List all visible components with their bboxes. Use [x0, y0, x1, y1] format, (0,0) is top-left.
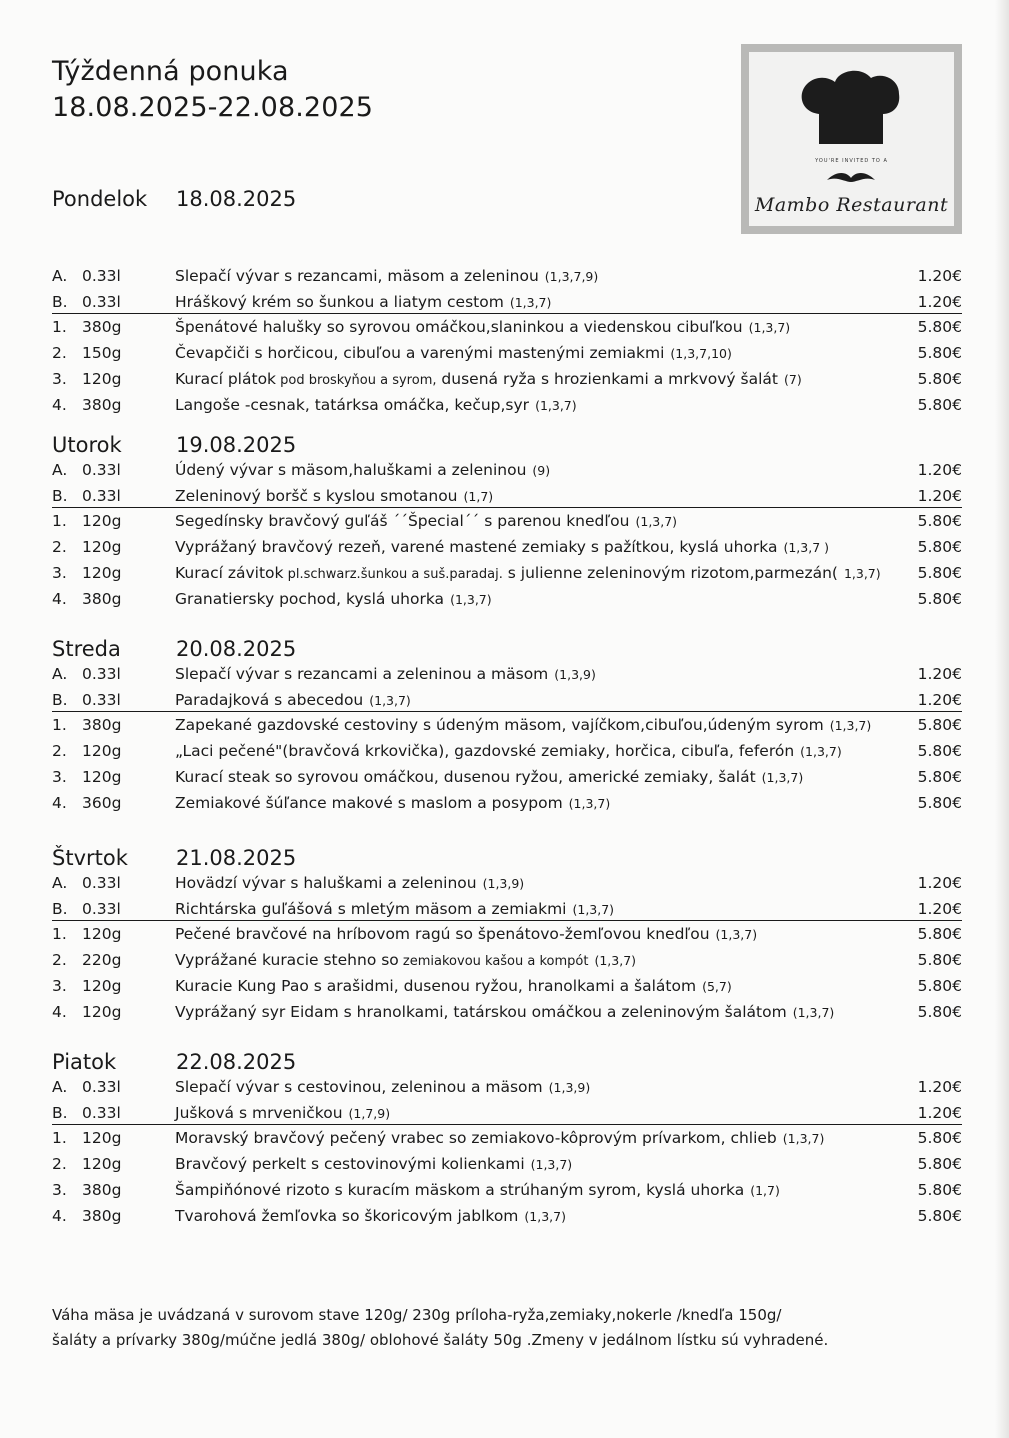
item-code: A. [52, 1078, 68, 1096]
item-quantity: 120g [82, 563, 122, 582]
item-quantity: 0.33l [82, 690, 121, 709]
dish-name: Slepačí vývar s cestovinou, zeleninou a mäsom [175, 1078, 543, 1096]
item-price: 5.80€ [917, 538, 962, 557]
dish-name: Kurací steak so syrovou omáčkou, dusenou ryžou, americké zemiaky, šalát [175, 767, 756, 786]
item-dish [175, 742, 842, 760]
dish-name: Pečené bravčové na hríbovom ragú so špenátovo-žemľovou knedľou [175, 925, 710, 944]
item-dish [175, 564, 881, 582]
menu-item-row [52, 590, 968, 614]
item-code: 3. [52, 767, 67, 786]
item-dish [175, 900, 614, 918]
item-price: 1.20€ [917, 874, 962, 892]
item-allergens: (1,3,7) [594, 953, 637, 969]
dish-name: Vyprážaný syr Eidam s hranolkami, tatárskou omáčkou a zeleninovým šalátom [175, 1002, 787, 1021]
item-price: 1.20€ [917, 1103, 962, 1122]
item-code: 3. [52, 976, 67, 995]
dish-name: Slepačí vývar s rezancami a zeleninou a mäsom [175, 665, 549, 683]
item-code: A. [52, 267, 68, 285]
item-dish [175, 512, 677, 530]
menu-item-row [52, 1207, 968, 1231]
item-code: 3. [52, 369, 67, 388]
item-price: 5.80€ [917, 1129, 962, 1148]
item-allergens: (1,3,7) [761, 769, 804, 785]
dish-name: Hovädzí vývar s haluškami a zeleninou [175, 874, 477, 892]
dish-name: Paradajková s abecedou [175, 690, 364, 709]
item-price: 5.80€ [917, 951, 962, 970]
item-dish [175, 487, 493, 505]
item-dish [175, 318, 790, 336]
dish-name: Kurací závitok [175, 563, 284, 582]
item-price: 1.20€ [917, 486, 962, 505]
item-allergens: (1,3,7) [800, 744, 842, 760]
day-name: Pondelok [52, 187, 148, 211]
item-allergens: (1,3,7) [369, 692, 411, 708]
dish-name: Segedínsky bravčový guľáš ´´Špecial´´ s parenou knedľou [175, 512, 630, 531]
dish-name: Zemiakové šúľance makové s maslom a posypom [175, 793, 563, 812]
item-allergens: (1,7,9) [348, 1105, 391, 1121]
menu-item-row [52, 293, 968, 317]
item-price: 1.20€ [917, 665, 962, 683]
item-dish [175, 951, 636, 969]
item-allergens: (1,3,7) [715, 927, 758, 943]
item-code: A. [52, 461, 68, 479]
item-quantity: 380g [82, 318, 122, 337]
date-range: 18.08.2025-22.08.2025 [52, 92, 374, 123]
item-quantity: 380g [82, 1180, 122, 1199]
item-dish [175, 874, 524, 892]
item-allergens: (1,3,7) [535, 397, 577, 413]
header [52, 54, 373, 126]
day-name: Piatok [52, 1050, 117, 1074]
item-code: 4. [52, 395, 67, 414]
item-dish [175, 370, 802, 388]
item-code: 2. [52, 742, 67, 761]
dish-name: Jušková s mrveničkou [175, 1103, 343, 1122]
item-allergens: 1,3,7) [843, 565, 881, 581]
item-quantity: 0.33l [82, 267, 121, 285]
item-allergens: (1,3,9) [554, 667, 596, 682]
menu-item-row [52, 900, 968, 924]
item-price: 5.80€ [917, 1180, 962, 1199]
item-code: 2. [52, 951, 67, 970]
dish-name: Slepačí vývar s rezancami, mäsom a zeleninou [175, 267, 539, 285]
item-code: 2. [52, 344, 67, 363]
item-price: 5.80€ [917, 395, 962, 414]
dish-name: Šampiňónové rizoto s kuracím mäskom a strúhaným syrom, kyslá uhorka [175, 1180, 745, 1199]
item-dish [175, 1078, 590, 1096]
item-code: 3. [52, 1180, 67, 1199]
item-dish [175, 768, 803, 786]
item-dish [175, 1129, 824, 1147]
day-date: 22.08.2025 [176, 1050, 297, 1074]
menu-item-row [52, 1129, 968, 1153]
menu-item-row [52, 564, 968, 588]
item-price: 1.20€ [917, 292, 962, 311]
item-dish [175, 1155, 572, 1173]
restaurant-logo [741, 44, 962, 234]
menu-item-row [52, 951, 968, 975]
item-code: 1. [52, 318, 67, 337]
item-price: 5.80€ [917, 1002, 962, 1021]
item-allergens: (5,7) [702, 978, 732, 994]
item-code: 4. [52, 589, 67, 608]
item-quantity: 380g [82, 395, 122, 414]
item-allergens: (1,3,7) [530, 1157, 573, 1173]
item-price: 5.80€ [917, 925, 962, 944]
item-price: 5.80€ [917, 716, 962, 735]
menu-item-row [52, 742, 968, 766]
item-price: 1.20€ [917, 461, 962, 479]
item-code: A. [52, 874, 68, 892]
item-price: 5.80€ [917, 369, 962, 388]
item-dish [175, 267, 598, 285]
item-price: 1.20€ [917, 267, 962, 285]
item-quantity: 120g [82, 512, 122, 531]
item-allergens: (1,3,7 ) [783, 540, 830, 556]
menu-item-row [52, 874, 968, 898]
menu-item-row [52, 512, 968, 536]
item-price: 5.80€ [917, 512, 962, 531]
item-dish [175, 1104, 390, 1122]
item-quantity: 220g [82, 951, 122, 970]
item-dish [175, 665, 596, 683]
item-price: 5.80€ [917, 976, 962, 995]
item-dish [175, 794, 610, 812]
menu-item-row [52, 925, 968, 949]
item-price: 5.80€ [917, 767, 962, 786]
item-price: 5.80€ [917, 589, 962, 608]
item-dish [175, 691, 411, 709]
day-name: Štvrtok [52, 846, 128, 870]
item-code: 1. [52, 512, 67, 531]
day-name: Streda [52, 637, 121, 661]
dish-rest: s julienne zeleninovým rizotom,parmezán( [502, 563, 838, 582]
dish-name: Tvarohová žemľovka so škoricovým jablkom [175, 1206, 519, 1225]
item-quantity: 0.33l [82, 1078, 121, 1096]
dish-name: Čevapčiči s horčicou, cibuľou a varenými mastenými zemiakmi [175, 344, 665, 363]
item-allergens: (1,3,7) [509, 294, 552, 310]
menu-item-row [52, 768, 968, 792]
item-dish [175, 344, 732, 362]
item-allergens: (1,7) [750, 1182, 780, 1198]
item-quantity: 0.33l [82, 1103, 121, 1122]
item-dish [175, 716, 871, 734]
item-quantity: 120g [82, 1002, 122, 1021]
dish-detail: pod broskyňou a syrom, [276, 372, 437, 388]
dish-name: Bravčový perkelt s cestovinovými kolienkami [175, 1155, 525, 1174]
menu-item-row [52, 344, 968, 368]
item-quantity: 120g [82, 742, 122, 761]
dish-rest: dusená ryža s hrozienkami a mrkvový šalát [436, 369, 778, 388]
item-allergens: (1,3,7) [568, 795, 611, 811]
item-code: 2. [52, 538, 67, 557]
item-dish [175, 1181, 780, 1199]
menu-item-row [52, 267, 968, 291]
item-code: 1. [52, 716, 67, 735]
day-date: 18.08.2025 [176, 187, 297, 211]
item-allergens: (9) [532, 463, 551, 478]
item-price: 5.80€ [917, 1155, 962, 1174]
item-quantity: 380g [82, 1206, 122, 1225]
item-allergens: (1,3,7) [635, 514, 678, 530]
item-dish [175, 977, 732, 995]
item-code: 4. [52, 793, 67, 812]
item-quantity: 120g [82, 976, 122, 995]
logo-tagline: YOU'RE INVITED TO A [815, 158, 888, 164]
item-allergens: (1,3,7) [782, 1131, 825, 1147]
item-quantity: 120g [82, 1155, 122, 1174]
item-price: 1.20€ [917, 1078, 962, 1096]
menu-item-row [52, 1078, 968, 1102]
dish-name: Vyprážaný bravčový rezeň, varené mastené zemiaky s pažítkou, kyslá uhorka [175, 538, 778, 557]
item-dish [175, 1207, 566, 1225]
item-allergens: (1,7) [463, 488, 494, 504]
dish-name: Langoše -cesnak, tatárksa omáčka, kečup,syr [175, 395, 530, 414]
dish-detail: zemiakovou kašou a kompót [398, 954, 589, 970]
item-dish [175, 461, 550, 479]
item-quantity: 0.33l [82, 899, 121, 918]
item-code: B. [52, 1103, 68, 1122]
item-dish [175, 293, 551, 311]
item-code: 4. [52, 1002, 67, 1021]
menu-item-row [52, 318, 968, 342]
item-allergens: (1,3,7,10) [670, 346, 732, 362]
menu-item-row [52, 396, 968, 420]
item-quantity: 120g [82, 767, 122, 786]
item-code: 1. [52, 925, 67, 944]
dish-name: Moravský bravčový pečený vrabec so zemiakovo-kôprovým prívarkom, chlieb [175, 1129, 777, 1148]
item-code: B. [52, 690, 68, 709]
menu-item-row [52, 487, 968, 511]
item-quantity: 0.33l [82, 292, 121, 311]
menu-item-row [52, 1155, 968, 1179]
dish-detail: pl.schwarz.šunkou a suš.paradaj. [283, 566, 503, 582]
logo-card [749, 52, 954, 226]
item-quantity: 120g [82, 369, 122, 388]
dish-name: Údený vývar s mäsom,haluškami a zeleninou [175, 461, 527, 479]
item-code: B. [52, 292, 68, 311]
item-dish [175, 590, 492, 608]
item-price: 5.80€ [917, 742, 962, 761]
item-code: 4. [52, 1206, 67, 1225]
item-dish [175, 538, 829, 556]
menu-item-row [52, 794, 968, 818]
item-dish [175, 1003, 834, 1021]
dish-name: Zeleninový boršč s kyslou smotanou [175, 486, 458, 505]
item-code: 2. [52, 1155, 67, 1174]
item-quantity: 0.33l [82, 665, 121, 683]
page-title: Týždenná ponuka [52, 56, 289, 87]
item-quantity: 380g [82, 589, 122, 608]
item-allergens: (1,3,9) [548, 1080, 591, 1095]
item-price: 5.80€ [917, 318, 962, 337]
item-code: 3. [52, 563, 67, 582]
dish-name: „Laci pečené"(bravčová krkovička), gazdovské zemiaky, horčica, cibuľa, feferón [175, 742, 795, 761]
dish-name: Kuracie Kung Pao s arašidmi, dusenou ryžou, hranolkami a šalátom [175, 976, 697, 995]
day-date: 21.08.2025 [176, 846, 297, 870]
menu-item-row [52, 370, 968, 394]
logo-name: Mambo Restaurant [754, 194, 949, 216]
dish-name: Vyprážané kuracie stehno so [175, 951, 399, 970]
mustache-icon [827, 173, 875, 182]
item-price: 5.80€ [917, 344, 962, 363]
item-quantity: 380g [82, 716, 122, 735]
item-allergens: (1,3,7) [792, 1004, 835, 1020]
item-dish [175, 925, 757, 943]
item-allergens: (1,3,7) [572, 901, 615, 917]
menu-item-row [52, 665, 968, 689]
item-quantity: 0.33l [82, 461, 121, 479]
item-code: B. [52, 899, 68, 918]
item-dish [175, 396, 577, 414]
item-allergens: (1,3,7) [748, 320, 791, 336]
dish-name: Špenátové halušky so syrovou omáčkou,slaninkou a viedenskou cibuľkou [175, 318, 743, 337]
dish-name: Granatiersky pochod, kyslá uhorka [175, 589, 445, 608]
dish-name: Kurací plátok [175, 369, 277, 388]
item-code: 1. [52, 1129, 67, 1148]
menu-item-row [52, 461, 968, 485]
item-quantity: 120g [82, 1129, 122, 1148]
item-allergens: (1,3,7) [524, 1208, 566, 1224]
menu-item-row [52, 977, 968, 1001]
menu-item-row [52, 691, 968, 715]
menu-item-row [52, 1003, 968, 1027]
menu-item-row [52, 538, 968, 562]
item-price: 5.80€ [917, 1206, 962, 1225]
item-quantity: 360g [82, 793, 122, 812]
item-quantity: 0.33l [82, 486, 121, 505]
menu-item-row [52, 1104, 968, 1128]
item-price: 1.20€ [917, 690, 962, 709]
item-quantity: 0.33l [82, 874, 121, 892]
item-allergens: (7) [784, 371, 802, 387]
day-date: 19.08.2025 [176, 433, 297, 457]
dish-name: Hráškový krém so šunkou a liatym cestom [175, 292, 504, 311]
day-date: 20.08.2025 [176, 637, 297, 661]
item-quantity: 120g [82, 925, 122, 944]
item-allergens: (1,3,7) [450, 591, 492, 607]
item-quantity: 150g [82, 344, 122, 363]
note-line: šaláty a prívarky 380g/múčne jedlá 380g/ oblohové šaláty 50g .Zmeny v jedálnom lístku sú vyhradené. [52, 1331, 829, 1349]
item-code: B. [52, 486, 68, 505]
day-name: Utorok [52, 433, 122, 457]
item-code: A. [52, 665, 68, 683]
item-price: 5.80€ [917, 563, 962, 582]
menu-item-row [52, 1181, 968, 1205]
item-price: 1.20€ [917, 899, 962, 918]
item-price: 5.80€ [917, 793, 962, 812]
note-line: Váha mäsa je uvádzaná v surovom stave 120g/ 230g príloha-ryža,zemiaky,nokerle /knedľa 150g/ [52, 1306, 782, 1324]
item-allergens: (1,3,7,9) [544, 269, 599, 284]
dish-name: Richtárska guľášová s mletým mäsom a zemiakmi [175, 899, 567, 918]
footer-notes [52, 1303, 952, 1353]
item-quantity: 120g [82, 538, 122, 557]
item-allergens: (1,3,7) [829, 718, 872, 734]
menu-item-row [52, 716, 968, 740]
item-allergens: (1,3,9) [482, 876, 525, 891]
page-edge-shadow [995, 0, 1009, 1438]
dish-name: Zapekané gazdovské cestoviny s údeným mäsom, vajíčkom,cibuľou,údeným syrom [175, 716, 824, 735]
